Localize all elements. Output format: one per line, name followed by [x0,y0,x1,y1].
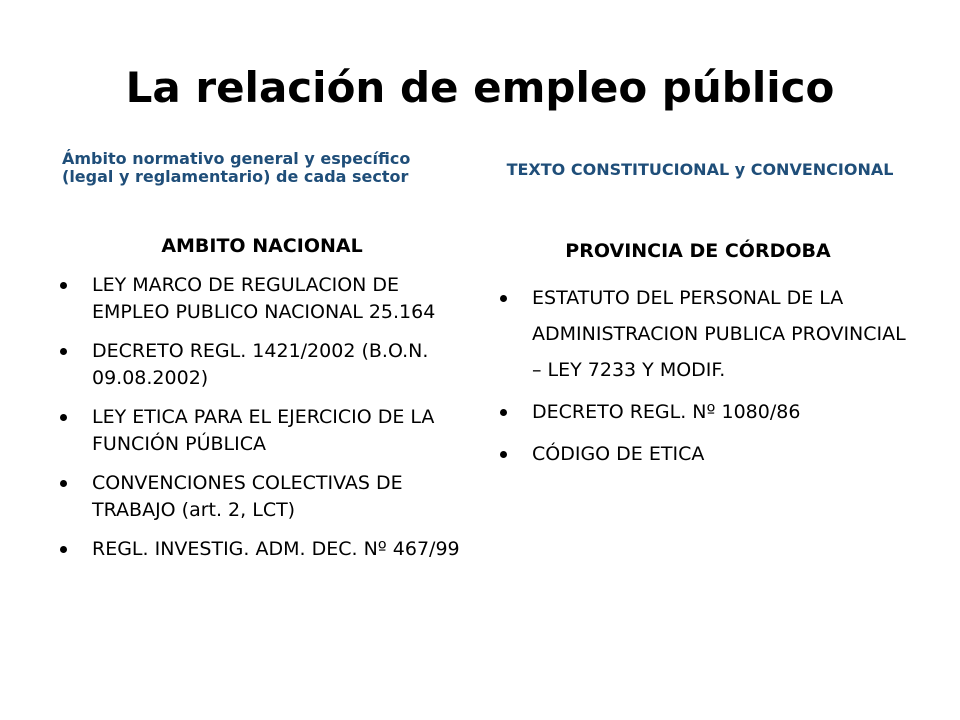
left-bullet-list [58,272,478,575]
bullet-icon [60,414,67,421]
list-item [498,394,918,430]
bullet-icon [60,480,67,487]
list-item [498,280,918,388]
slide-title: La relación de empleo público [125,63,835,112]
list-item [498,436,918,472]
list-item-text: DECRETO REGL. 1421/2002 (B.O.N. 09.08.2002) [92,340,429,389]
list-item-text: REGL. INVESTIG. ADM. DEC. Nº 467/99 [92,538,460,560]
list-item [58,272,478,326]
list-item-text: ESTATUTO DEL PERSONAL DE LA ADMINISTRACION PUBLICA PROVINCIAL – LEY 7233 Y MODIF. [532,287,906,381]
right-bullet-list [498,280,918,478]
right-column-heading: PROVINCIA DE CÓRDOBA [565,240,831,262]
list-item [58,338,478,392]
list-item [58,536,478,563]
list-item-text: CONVENCIONES COLECTIVAS DE TRABAJO (art. 2, LCT) [92,472,403,521]
list-item-text: LEY ETICA PARA EL EJERCICIO DE LA FUNCIÓN PÚBLICA [92,406,435,455]
list-item-text: DECRETO REGL. Nº 1080/86 [532,401,801,423]
left-column-heading: AMBITO NACIONAL [161,235,363,257]
list-item-text: LEY MARCO DE REGULACION DE EMPLEO PUBLICO NACIONAL 25.164 [92,274,436,323]
right-subtitle: TEXTO CONSTITUCIONAL y CONVENCIONAL [506,160,894,179]
list-item [58,470,478,524]
list-item [58,404,478,458]
bullet-icon [500,409,507,416]
bullet-icon [60,282,67,289]
bullet-icon [500,451,507,458]
left-subtitle: Ámbito normativo general y específico (legal y reglamentario) de cada sector [62,149,411,186]
bullet-icon [60,348,67,355]
bullet-icon [500,295,507,302]
bullet-icon [60,546,67,553]
list-item-text: CÓDIGO DE ETICA [532,443,705,465]
